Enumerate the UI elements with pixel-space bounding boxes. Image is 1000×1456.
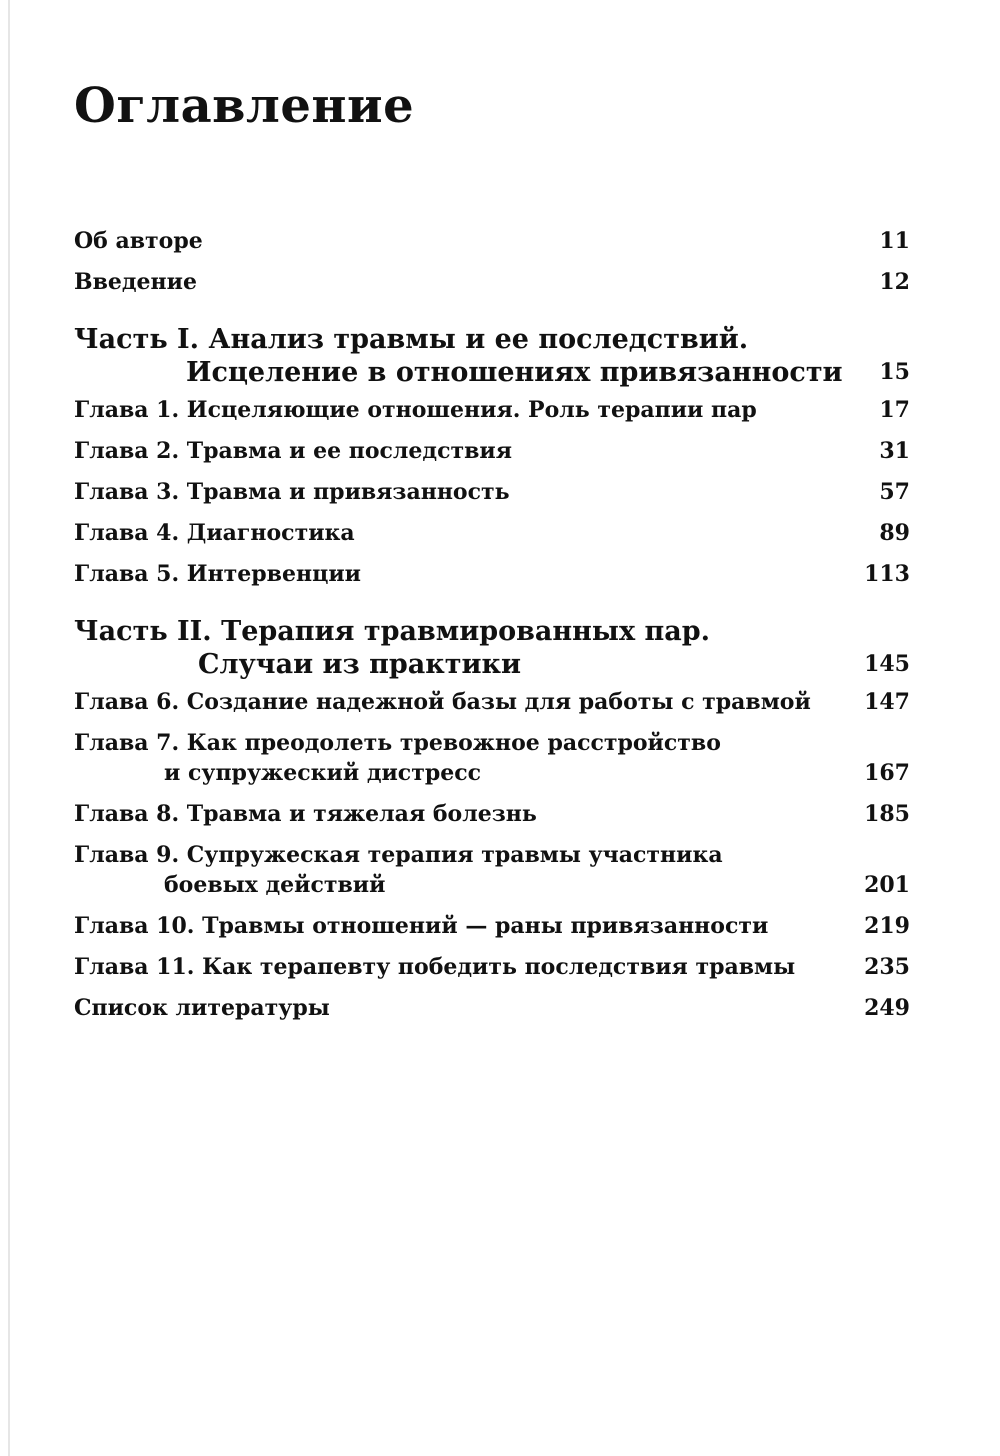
toc-chapter-8[interactable]: [74, 799, 910, 829]
page-title: Оглавление: [74, 78, 415, 134]
toc-chapter-7[interactable]: [74, 728, 910, 788]
toc-part-page: 15: [879, 359, 910, 385]
toc-chapter-1[interactable]: [74, 395, 910, 425]
toc-part-line1: Часть I. Анализ травмы и ее последствий.: [74, 324, 749, 355]
toc-chapter-2[interactable]: [74, 436, 910, 466]
toc-chapter-label: Глава 3. Травма и привязанность: [74, 479, 510, 505]
toc-chapter-page: 113: [864, 561, 910, 587]
toc-chapter-label: Глава 1. Исцеляющие отношения. Роль терапии пар: [74, 397, 757, 423]
toc-chapter-11[interactable]: [74, 952, 910, 982]
toc-chapter-label: Глава 11. Как терапевту победить последствия травмы: [74, 954, 796, 980]
toc-part-line2: Исцеление в отношениях привязанности: [186, 357, 843, 388]
toc-chapter-line1: Глава 7. Как преодолеть тревожное расстройство: [74, 730, 721, 756]
table-of-contents: [74, 226, 910, 1034]
toc-chapter-9[interactable]: [74, 840, 910, 900]
toc-chapter-page: 31: [879, 438, 910, 464]
toc-entry-page: 12: [879, 269, 910, 295]
toc-chapter-label: Глава 4. Диагностика: [74, 520, 355, 546]
toc-chapter-6[interactable]: [74, 687, 910, 717]
toc-part-line1: Часть II. Терапия травмированных пар.: [74, 616, 710, 647]
toc-chapter-page: 57: [879, 479, 910, 505]
toc-entry-label: Об авторе: [74, 228, 203, 254]
toc-part-page: 145: [864, 651, 910, 677]
toc-chapter-10[interactable]: [74, 911, 910, 941]
toc-part-heading: [74, 323, 843, 389]
toc-chapter-label: Глава 10. Травмы отношений — раны привязанности: [74, 913, 769, 939]
toc-entry-label: Список литературы: [74, 995, 330, 1021]
toc-entry-page: 11: [879, 228, 910, 254]
toc-part-2[interactable]: [74, 615, 910, 681]
toc-chapter-3[interactable]: [74, 477, 910, 507]
toc-chapter-page: 235: [864, 954, 910, 980]
toc-chapter-line1: Глава 9. Супружеская терапия травмы участника: [74, 842, 723, 868]
toc-entry-label: Введение: [74, 269, 197, 295]
toc-chapter-label: Глава 2. Травма и ее последствия: [74, 438, 512, 464]
toc-entry-bibliography[interactable]: [74, 993, 910, 1023]
toc-chapter-line2: и супружеский дистресс: [164, 760, 481, 786]
toc-chapter-label: Глава 8. Травма и тяжелая болезнь: [74, 801, 537, 827]
toc-chapter-page: 147: [864, 689, 910, 715]
toc-chapter-4[interactable]: [74, 518, 910, 548]
toc-chapter-label: Глава 6. Создание надежной базы для работы с травмой: [74, 689, 811, 715]
toc-entry-about-author[interactable]: [74, 226, 910, 256]
toc-entry-introduction[interactable]: [74, 267, 910, 297]
toc-chapter-page: 89: [879, 520, 910, 546]
toc-entry-page: 249: [864, 995, 910, 1021]
toc-chapter-page: 17: [879, 397, 910, 423]
toc-part-1[interactable]: [74, 323, 910, 389]
toc-chapter-page: 185: [864, 801, 910, 827]
toc-part-line2: Случаи из практики: [198, 649, 522, 680]
toc-chapter-label: [74, 840, 723, 900]
toc-chapter-5[interactable]: [74, 559, 910, 589]
toc-chapter-label: Глава 5. Интервенции: [74, 561, 361, 587]
toc-part-heading: [74, 615, 710, 681]
toc-chapter-line2: боевых действий: [164, 872, 386, 898]
toc-chapter-page: 167: [864, 760, 910, 786]
toc-chapter-page: 201: [864, 872, 910, 898]
toc-chapter-page: 219: [864, 913, 910, 939]
page-edge: [8, 0, 10, 1456]
toc-chapter-label: [74, 728, 721, 788]
